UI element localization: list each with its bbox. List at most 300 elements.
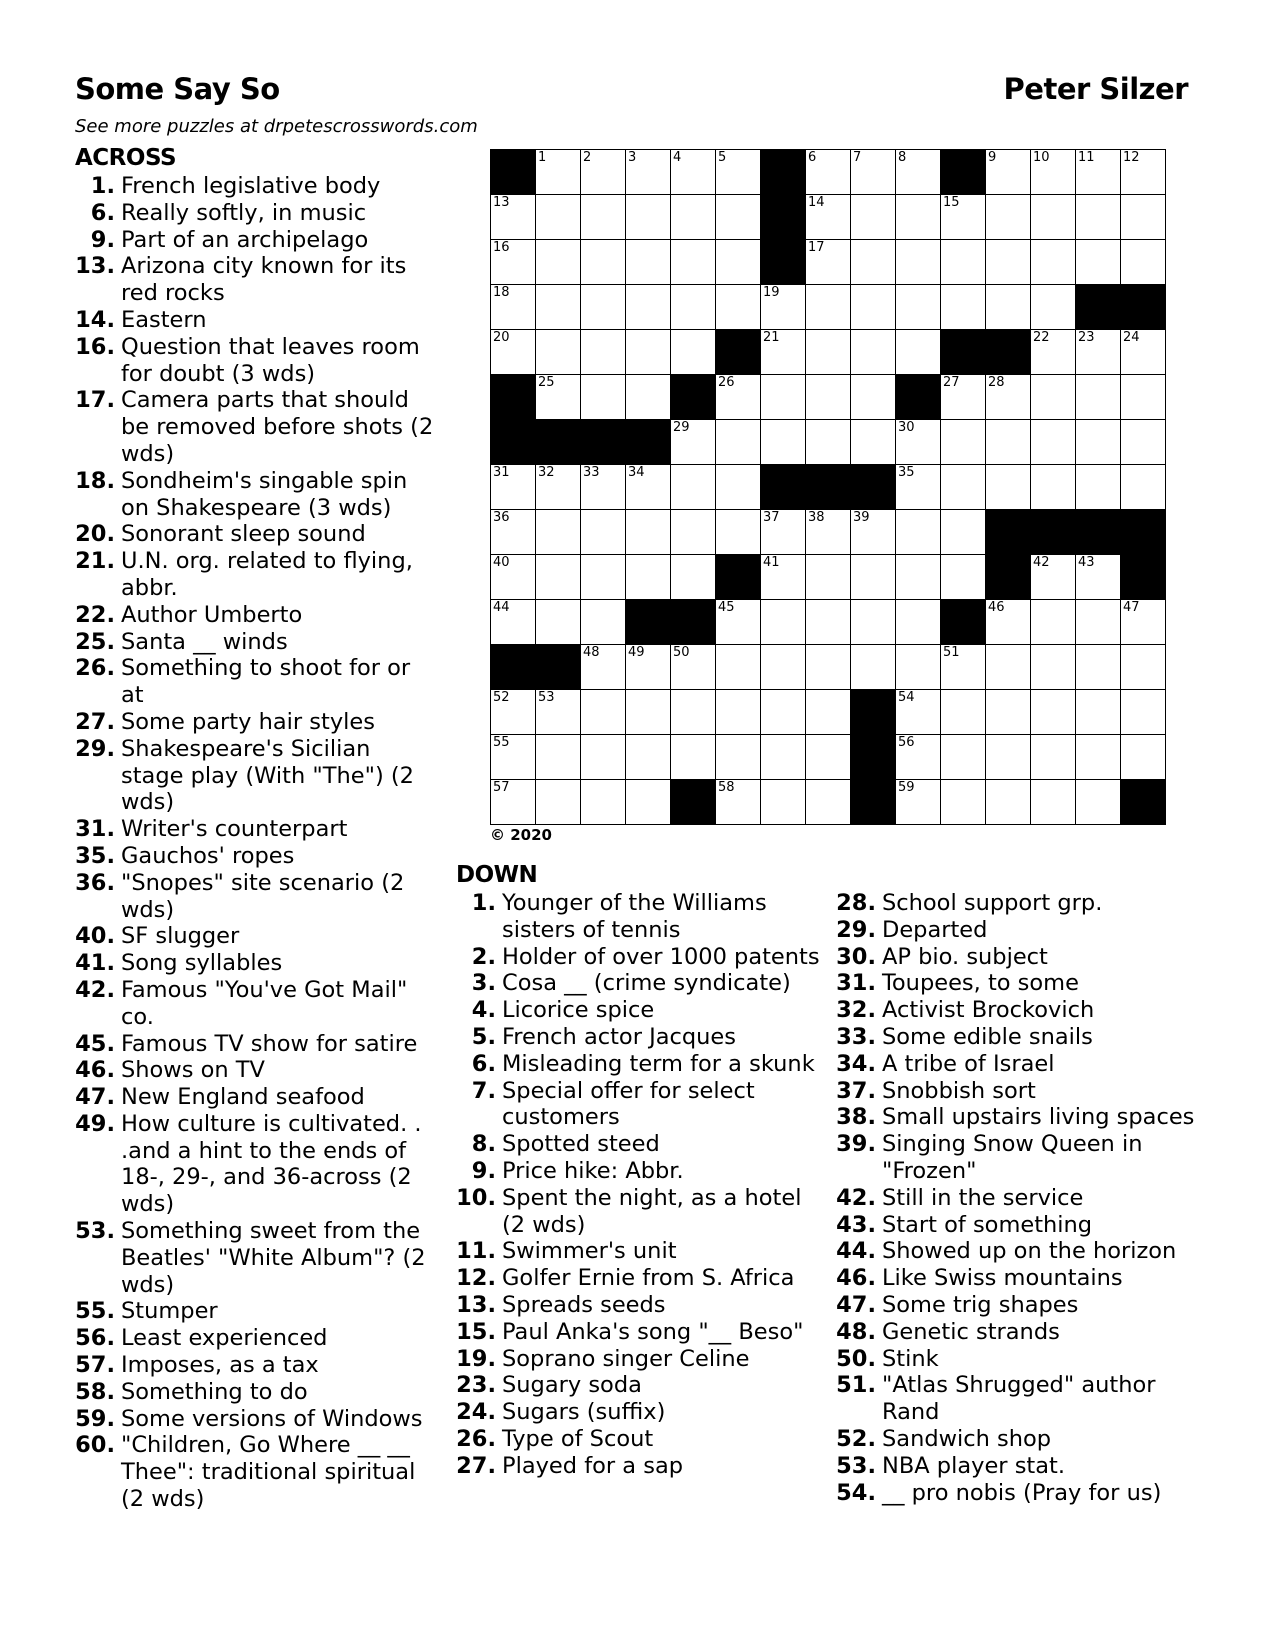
grid-cell[interactable] [851, 645, 896, 690]
grid-block [716, 330, 761, 375]
clue-number: 58. [75, 1378, 115, 1405]
clue-item [456, 1319, 826, 1346]
clue-number: 27. [456, 1452, 496, 1479]
grid-cell[interactable] [941, 510, 986, 555]
grid-cell[interactable] [671, 150, 716, 195]
grid-cell[interactable] [896, 735, 941, 780]
clue-number: 21. [75, 548, 115, 575]
grid-cell[interactable] [1121, 195, 1166, 240]
grid-cell[interactable] [941, 420, 986, 465]
clue-number: 56. [75, 1325, 115, 1352]
clue-number: 5. [471, 1023, 496, 1050]
grid-block [491, 645, 536, 690]
grid-cell[interactable] [1076, 195, 1121, 240]
grid-cell[interactable] [716, 285, 761, 330]
cell-number: 15 [943, 195, 960, 210]
clue-text: Famous "You've Got Mail" co. [121, 976, 408, 1030]
grid-cell[interactable] [626, 690, 671, 735]
clue-number: 39. [836, 1131, 876, 1158]
grid-cell[interactable] [716, 195, 761, 240]
grid-cell[interactable] [896, 465, 941, 510]
grid-cell[interactable] [1031, 330, 1076, 375]
grid-cell[interactable] [1031, 690, 1076, 735]
grid-cell[interactable] [986, 735, 1031, 780]
grid-cell[interactable] [581, 330, 626, 375]
cell-number: 58 [718, 780, 735, 795]
grid-cell[interactable] [806, 780, 851, 825]
grid-cell[interactable] [491, 330, 536, 375]
grid-block [491, 420, 536, 465]
grid-cell[interactable] [1076, 645, 1121, 690]
grid-cell[interactable] [581, 555, 626, 600]
grid-cell[interactable] [1076, 465, 1121, 510]
clue-item [836, 1131, 1196, 1185]
clue-text: How culture is cultivated. . .and a hint to the ends of 18-, 29-, and 36-across (2 wds) [121, 1110, 422, 1218]
clue-text: Writer's counterpart [121, 816, 348, 843]
grid-cell[interactable] [626, 510, 671, 555]
grid-cell[interactable] [761, 555, 806, 600]
grid-cell[interactable] [716, 645, 761, 690]
clue-item [836, 1426, 1196, 1453]
grid-cell[interactable] [581, 690, 626, 735]
grid-block [581, 420, 626, 465]
cell-number: 19 [763, 285, 780, 300]
grid-cell[interactable] [1076, 780, 1121, 825]
grid-cell[interactable] [536, 690, 581, 735]
grid-cell[interactable] [491, 555, 536, 600]
clue-number: 4. [471, 997, 496, 1024]
cell-number: 46 [988, 600, 1005, 615]
grid-cell[interactable] [896, 150, 941, 195]
grid-cell[interactable] [716, 690, 761, 735]
grid-cell[interactable] [761, 735, 806, 780]
clue-item [75, 548, 435, 602]
clue-text: Licorice spice [502, 997, 655, 1024]
grid-cell[interactable] [761, 780, 806, 825]
grid-cell[interactable] [536, 600, 581, 645]
grid-cell[interactable] [761, 510, 806, 555]
grid-cell[interactable] [1121, 420, 1166, 465]
grid-cell[interactable] [536, 735, 581, 780]
grid-cell[interactable] [626, 465, 671, 510]
cell-number: 52 [493, 690, 510, 705]
down-clues-column-1 [456, 860, 826, 1480]
clue-number: 37. [836, 1077, 876, 1104]
grid-cell[interactable] [671, 690, 716, 735]
clue-item [75, 1432, 435, 1512]
grid-cell[interactable] [1121, 735, 1166, 780]
grid-cell[interactable] [941, 375, 986, 420]
clue-text: Misleading term for a skunk [502, 1050, 815, 1077]
grid-cell[interactable] [941, 735, 986, 780]
grid-cell[interactable] [1121, 240, 1166, 285]
clue-text: Genetic strands [882, 1318, 1060, 1345]
grid-cell[interactable] [761, 690, 806, 735]
cell-number: 5 [718, 150, 727, 165]
grid-cell[interactable] [941, 285, 986, 330]
clue-number: 60. [75, 1432, 115, 1459]
clue-item [75, 977, 435, 1031]
clue-number: 55. [75, 1298, 115, 1325]
grid-cell[interactable] [1076, 735, 1121, 780]
clue-text: Stink [882, 1345, 939, 1372]
clue-text: Singing Snow Queen in "Frozen" [882, 1131, 1143, 1184]
grid-cell[interactable] [716, 735, 761, 780]
grid-cell[interactable] [1031, 600, 1076, 645]
grid-cell[interactable] [1031, 285, 1076, 330]
clue-number: 29. [836, 916, 876, 943]
grid-cell[interactable] [851, 330, 896, 375]
grid-cell[interactable] [851, 285, 896, 330]
grid-cell[interactable] [716, 375, 761, 420]
grid-cell[interactable] [491, 735, 536, 780]
grid-cell[interactable] [986, 690, 1031, 735]
clue-item [75, 1298, 435, 1325]
copyright: © 2020 [490, 826, 552, 844]
grid-cell[interactable] [491, 600, 536, 645]
clue-number: 27. [75, 708, 115, 735]
grid-cell[interactable] [491, 780, 536, 825]
grid-cell[interactable] [896, 555, 941, 600]
grid-cell[interactable] [896, 690, 941, 735]
grid-cell[interactable] [896, 780, 941, 825]
grid-cell[interactable] [671, 555, 716, 600]
grid-cell[interactable] [581, 375, 626, 420]
grid-block [851, 690, 896, 735]
grid-cell[interactable] [851, 510, 896, 555]
cell-number: 28 [988, 375, 1005, 390]
clue-number: 1. [471, 890, 496, 916]
grid-cell[interactable] [941, 195, 986, 240]
clue-text: Eastern [121, 306, 207, 333]
clue-item [836, 1212, 1196, 1239]
grid-cell[interactable] [1076, 690, 1121, 735]
grid-cell[interactable] [1031, 420, 1076, 465]
grid-cell[interactable] [671, 645, 716, 690]
grid-cell[interactable] [761, 600, 806, 645]
grid-cell[interactable] [1121, 600, 1166, 645]
grid-cell[interactable] [716, 600, 761, 645]
clue-item [75, 468, 435, 522]
clue-item [456, 1426, 826, 1453]
cell-number: 33 [583, 465, 600, 480]
clue-item [836, 1319, 1196, 1346]
grid-cell[interactable] [1031, 780, 1076, 825]
grid-cell[interactable] [851, 150, 896, 195]
grid-cell[interactable] [806, 375, 851, 420]
grid-cell[interactable] [761, 420, 806, 465]
grid-cell[interactable] [536, 375, 581, 420]
grid-cell[interactable] [626, 150, 671, 195]
crossword-grid [490, 149, 1166, 825]
grid-cell[interactable] [941, 555, 986, 600]
clue-item [836, 1024, 1196, 1051]
clue-item [75, 227, 435, 254]
cell-number: 29 [673, 420, 690, 435]
grid-cell[interactable] [941, 690, 986, 735]
grid-cell[interactable] [761, 375, 806, 420]
grid-cell[interactable] [941, 240, 986, 285]
grid-cell[interactable] [896, 600, 941, 645]
clue-item [456, 1131, 826, 1158]
grid-cell[interactable] [536, 780, 581, 825]
cell-number: 22 [1033, 330, 1050, 345]
clue-number: 6. [471, 1050, 496, 1077]
cell-number: 20 [493, 330, 510, 345]
grid-cell[interactable] [536, 555, 581, 600]
grid-cell[interactable] [896, 420, 941, 465]
grid-cell[interactable] [491, 240, 536, 285]
grid-cell[interactable] [986, 645, 1031, 690]
grid-cell[interactable] [671, 195, 716, 240]
clue-item [75, 1406, 435, 1433]
clue-text: Something to shoot for or at [121, 655, 411, 709]
clue-item [75, 736, 435, 816]
cell-number: 36 [493, 510, 510, 525]
grid-cell[interactable] [716, 420, 761, 465]
grid-cell[interactable] [986, 150, 1031, 195]
grid-cell[interactable] [671, 510, 716, 555]
grid-cell[interactable] [896, 195, 941, 240]
grid-block [491, 375, 536, 420]
grid-cell[interactable] [626, 240, 671, 285]
grid-cell[interactable] [851, 555, 896, 600]
clue-number: 24. [456, 1399, 496, 1426]
clue-number: 52. [836, 1425, 876, 1452]
grid-cell[interactable] [716, 240, 761, 285]
grid-cell[interactable] [1031, 240, 1076, 285]
grid-cell[interactable] [581, 645, 626, 690]
clue-text: AP bio. subject [882, 943, 1048, 970]
grid-cell[interactable] [581, 510, 626, 555]
grid-cell[interactable] [896, 510, 941, 555]
grid-cell[interactable] [1121, 150, 1166, 195]
grid-cell[interactable] [806, 690, 851, 735]
grid-cell[interactable] [1031, 150, 1076, 195]
grid-cell[interactable] [716, 510, 761, 555]
grid-cell[interactable] [986, 240, 1031, 285]
grid-cell[interactable] [806, 240, 851, 285]
grid-cell[interactable] [671, 330, 716, 375]
grid-cell[interactable] [626, 375, 671, 420]
clue-text: Soprano singer Celine [502, 1345, 750, 1372]
grid-cell[interactable] [806, 330, 851, 375]
clue-text: Activist Brockovich [882, 997, 1095, 1024]
grid-cell[interactable] [806, 645, 851, 690]
grid-cell[interactable] [1031, 375, 1076, 420]
grid-block [761, 150, 806, 195]
grid-cell[interactable] [806, 195, 851, 240]
grid-cell[interactable] [671, 465, 716, 510]
grid-cell[interactable] [626, 780, 671, 825]
clue-number: 30. [836, 943, 876, 970]
grid-cell[interactable] [716, 465, 761, 510]
grid-cell[interactable] [1076, 330, 1121, 375]
cell-number: 50 [673, 645, 690, 660]
grid-cell[interactable] [806, 735, 851, 780]
clue-text: Arizona city known for its red rocks [121, 253, 407, 307]
grid-cell[interactable] [626, 735, 671, 780]
grid-cell[interactable] [1121, 465, 1166, 510]
cell-number: 23 [1078, 330, 1095, 345]
grid-cell[interactable] [626, 285, 671, 330]
grid-cell[interactable] [581, 600, 626, 645]
grid-cell[interactable] [716, 150, 761, 195]
grid-cell[interactable] [536, 285, 581, 330]
grid-cell[interactable] [941, 645, 986, 690]
clue-text: Small upstairs living spaces [882, 1104, 1195, 1131]
grid-cell[interactable] [671, 240, 716, 285]
clue-number: 35. [75, 842, 115, 869]
clue-item [75, 843, 435, 870]
grid-cell[interactable] [536, 465, 581, 510]
grid-cell[interactable] [536, 240, 581, 285]
grid-cell[interactable] [986, 285, 1031, 330]
clue-item [836, 1051, 1196, 1078]
grid-cell[interactable] [671, 285, 716, 330]
grid-cell[interactable] [581, 195, 626, 240]
clue-item [836, 1185, 1196, 1212]
grid-cell[interactable] [806, 555, 851, 600]
cell-number: 9 [988, 150, 997, 165]
clue-text: Imposes, as a tax [121, 1352, 319, 1379]
clue-number: 36. [75, 869, 115, 896]
grid-cell[interactable] [1076, 420, 1121, 465]
clue-text: Type of Scout [502, 1425, 654, 1452]
grid-cell[interactable] [1121, 330, 1166, 375]
clue-item [836, 1238, 1196, 1265]
grid-cell[interactable] [896, 285, 941, 330]
grid-cell[interactable] [581, 150, 626, 195]
clue-text: Golfer Ernie from S. Africa [502, 1265, 795, 1292]
grid-cell[interactable] [491, 195, 536, 240]
clue-item [836, 1372, 1196, 1426]
clue-item [75, 816, 435, 843]
grid-cell[interactable] [491, 285, 536, 330]
grid-cell[interactable] [851, 195, 896, 240]
grid-cell[interactable] [986, 780, 1031, 825]
grid-cell[interactable] [986, 195, 1031, 240]
grid-cell[interactable] [986, 375, 1031, 420]
grid-cell[interactable] [1076, 150, 1121, 195]
clue-number: 38. [836, 1104, 876, 1131]
cell-number: 34 [628, 465, 645, 480]
clue-number: 11. [456, 1238, 496, 1265]
grid-cell[interactable] [1076, 375, 1121, 420]
clue-item [456, 1292, 826, 1319]
cell-number: 27 [943, 375, 960, 390]
clue-number: 46. [836, 1265, 876, 1292]
clue-text: Holder of over 1000 patents [502, 943, 820, 970]
clue-number: 40. [75, 923, 115, 950]
grid-cell[interactable] [806, 510, 851, 555]
grid-cell[interactable] [626, 330, 671, 375]
grid-cell[interactable] [851, 240, 896, 285]
grid-block [806, 465, 851, 510]
grid-block [1031, 510, 1076, 555]
grid-cell[interactable] [716, 780, 761, 825]
grid-cell[interactable] [1031, 195, 1076, 240]
grid-cell[interactable] [536, 330, 581, 375]
clue-number: 53. [836, 1452, 876, 1479]
grid-cell[interactable] [761, 285, 806, 330]
grid-cell[interactable] [806, 285, 851, 330]
grid-cell[interactable] [626, 645, 671, 690]
grid-cell[interactable] [581, 780, 626, 825]
clue-text: __ pro nobis (Pray for us) [882, 1479, 1162, 1506]
clue-text: Part of an archipelago [121, 226, 369, 253]
grid-cell[interactable] [761, 645, 806, 690]
grid-block [986, 510, 1031, 555]
grid-cell[interactable] [581, 285, 626, 330]
grid-cell[interactable] [896, 645, 941, 690]
grid-cell[interactable] [491, 690, 536, 735]
grid-cell[interactable] [941, 465, 986, 510]
grid-cell[interactable] [896, 240, 941, 285]
grid-block [671, 780, 716, 825]
grid-cell[interactable] [1121, 690, 1166, 735]
grid-cell[interactable] [536, 150, 581, 195]
cell-number: 53 [538, 690, 555, 705]
grid-cell[interactable] [806, 420, 851, 465]
grid-cell[interactable] [536, 510, 581, 555]
grid-cell[interactable] [851, 420, 896, 465]
grid-cell[interactable] [851, 600, 896, 645]
grid-cell[interactable] [1031, 555, 1076, 600]
clue-item [75, 1352, 435, 1379]
grid-cell[interactable] [1031, 735, 1076, 780]
clue-number: 42. [75, 976, 115, 1003]
grid-cell[interactable] [671, 420, 716, 465]
grid-cell[interactable] [1076, 555, 1121, 600]
grid-cell[interactable] [581, 735, 626, 780]
grid-cell[interactable] [626, 195, 671, 240]
clue-item [75, 521, 435, 548]
clue-number: 29. [75, 735, 115, 762]
grid-cell[interactable] [671, 735, 716, 780]
grid-cell[interactable] [986, 465, 1031, 510]
grid-cell[interactable] [581, 240, 626, 285]
grid-cell[interactable] [986, 600, 1031, 645]
grid-cell[interactable] [491, 510, 536, 555]
grid-cell[interactable] [986, 420, 1031, 465]
cell-number: 55 [493, 735, 510, 750]
grid-cell[interactable] [536, 195, 581, 240]
grid-cell[interactable] [626, 555, 671, 600]
grid-cell[interactable] [1076, 240, 1121, 285]
clue-item [75, 307, 435, 334]
grid-cell[interactable] [806, 150, 851, 195]
grid-cell[interactable] [1121, 375, 1166, 420]
clue-number: 6. [90, 199, 115, 226]
grid-block [1121, 510, 1166, 555]
clue-item [836, 1265, 1196, 1292]
grid-cell[interactable] [491, 465, 536, 510]
grid-cell[interactable] [806, 600, 851, 645]
grid-cell[interactable] [1121, 645, 1166, 690]
grid-cell[interactable] [896, 330, 941, 375]
clue-item [456, 970, 826, 997]
grid-cell[interactable] [851, 375, 896, 420]
grid-cell[interactable] [581, 465, 626, 510]
grid-cell[interactable] [761, 330, 806, 375]
grid-cell[interactable] [1031, 645, 1076, 690]
across-clues [75, 143, 435, 1513]
grid-cell[interactable] [1076, 600, 1121, 645]
grid-cell[interactable] [1031, 465, 1076, 510]
cell-number: 35 [898, 465, 915, 480]
grid-cell[interactable] [941, 780, 986, 825]
